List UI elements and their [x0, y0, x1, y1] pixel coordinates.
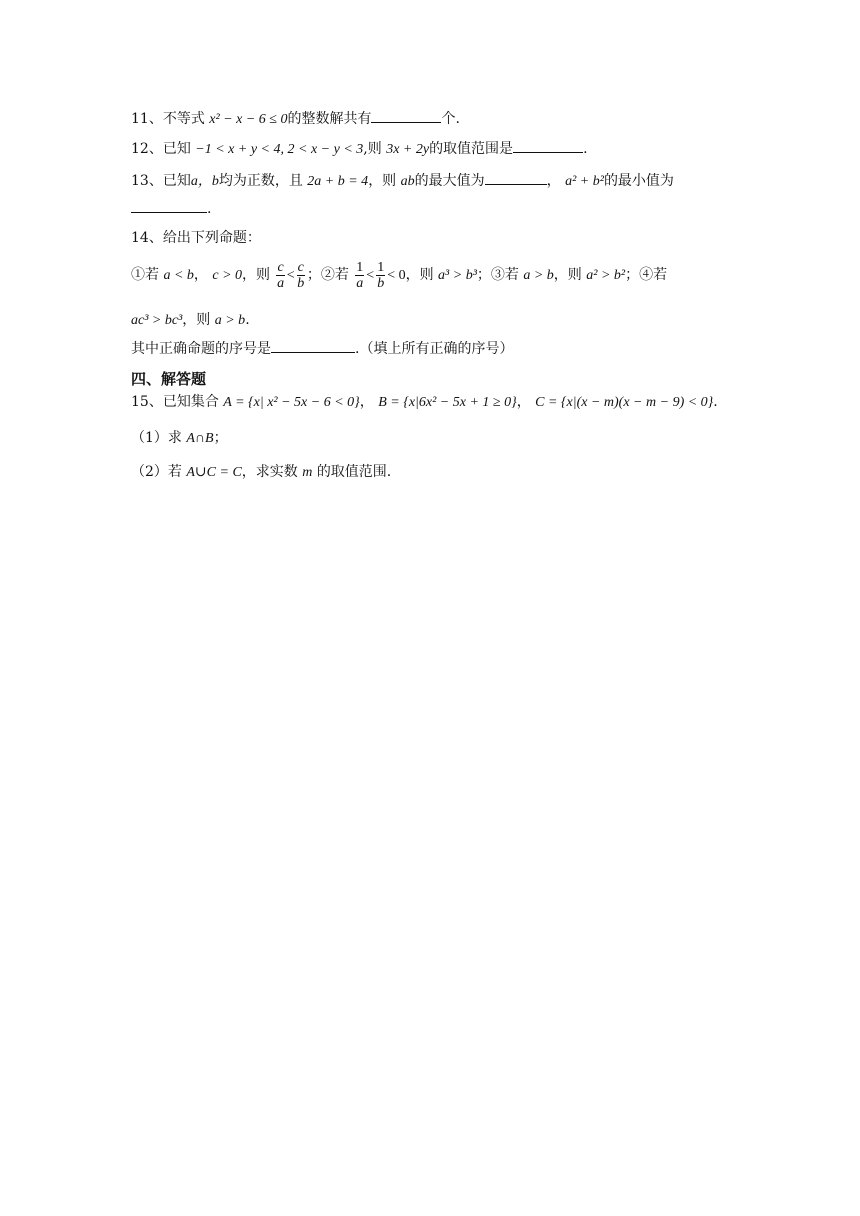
- question-number: 13、: [131, 173, 163, 189]
- answer-blank[interactable]: [131, 198, 207, 213]
- math-expression: ab: [400, 174, 415, 189]
- math-expression: a，b: [190, 174, 219, 189]
- fraction-c-over-a: [276, 260, 284, 291]
- question-14-propositions: [131, 258, 667, 293]
- question-text: ,则: [363, 141, 382, 157]
- question-text: ，则: [405, 267, 434, 283]
- question-15-part-1: [131, 428, 228, 449]
- question-text: .: [207, 201, 212, 217]
- separator: ；: [625, 267, 640, 283]
- separator: .: [713, 394, 718, 410]
- question-text: 的最大值为: [414, 173, 485, 189]
- numerator: 1: [356, 259, 364, 275]
- question-text: 的取值范围是: [429, 141, 514, 157]
- math-expression: a > b: [523, 268, 554, 283]
- math-expression: a³ > b³: [438, 268, 477, 283]
- numerator: c: [297, 259, 304, 275]
- question-text: .: [583, 141, 588, 157]
- variable-m: m: [302, 465, 313, 480]
- question-text: .（填上所有正确的序号）: [355, 341, 514, 357]
- section-heading: 四、解答题: [131, 370, 207, 388]
- question-14-answer: [131, 338, 513, 359]
- set-c-definition: C = {x|(x − m)(x − m − 9) < 0}: [535, 395, 714, 410]
- math-expression: ac³ > bc³: [131, 313, 183, 328]
- question-text: 的取值范围.: [316, 464, 392, 480]
- fraction-c-over-b: [297, 260, 305, 291]
- separator: ，: [359, 394, 374, 410]
- question-13-continued: [131, 198, 211, 219]
- answer-blank[interactable]: [513, 138, 583, 153]
- separator: ，: [516, 394, 531, 410]
- math-expression: a < b: [163, 268, 194, 283]
- question-12: [131, 138, 588, 160]
- proposition-3-label: ③若: [490, 267, 519, 283]
- separator: ；: [476, 267, 491, 283]
- math-expression: < 0: [387, 268, 406, 283]
- set-b-definition: B = {x|6x² − 5x + 1 ≥ 0}: [378, 395, 517, 410]
- math-expression: x² − x − 6 ≤ 0: [209, 112, 288, 127]
- question-15-part-2: [131, 462, 391, 483]
- question-text: 个.: [441, 111, 460, 127]
- math-expression: a > b: [214, 313, 246, 328]
- answer-blank[interactable]: [271, 338, 355, 353]
- question-number: 11、: [131, 111, 163, 127]
- question-11: [131, 108, 460, 130]
- math-expression: a² > b²: [586, 268, 626, 283]
- question-text: 均为正数，且: [218, 173, 303, 189]
- proposition-1-label: ①若: [131, 267, 159, 283]
- separator: ，: [193, 267, 208, 283]
- fraction-1-over-a: [355, 260, 364, 291]
- question-text: 已知: [162, 141, 191, 157]
- question-text: ，则: [553, 267, 582, 283]
- question-14-proposition-4: [131, 310, 250, 331]
- numerator: c: [277, 259, 284, 275]
- proposition-2-label: ②若: [320, 267, 349, 283]
- question-text: ，则: [182, 312, 211, 328]
- question-text: ，则: [368, 173, 397, 189]
- question-text: 已知: [162, 173, 191, 189]
- question-14: [131, 228, 261, 248]
- question-15: [131, 392, 718, 413]
- math-expression: A∪C = C: [186, 465, 242, 480]
- answer-blank[interactable]: [371, 108, 441, 123]
- part-label: （1）求: [131, 430, 182, 446]
- separator: ；: [213, 430, 228, 446]
- denominator: a: [277, 275, 285, 291]
- set-a-definition: A = {x| x² − 5x − 6 < 0}: [223, 395, 360, 410]
- math-expression: a² + b²: [565, 174, 604, 189]
- denominator: a: [356, 275, 364, 291]
- question-text: 的整数解共有: [287, 111, 372, 127]
- question-text: 已知集合: [162, 394, 219, 410]
- answer-blank[interactable]: [485, 170, 547, 185]
- question-text: 其中正确命题的序号是: [131, 341, 271, 357]
- question-number: 14、: [131, 230, 163, 246]
- proposition-4-label: ④若: [639, 267, 668, 283]
- question-number: 15、: [131, 394, 163, 410]
- question-number: 12、: [131, 141, 163, 157]
- less-than-sign: <: [366, 268, 375, 283]
- math-expression: −1 < x + y < 4, 2 < x − y < 3: [195, 142, 364, 157]
- part-label: （2）若: [131, 464, 182, 480]
- question-text: ，则: [242, 267, 271, 283]
- separator: .: [245, 312, 250, 328]
- math-expression: 3x + 2y: [386, 142, 430, 157]
- math-expression: A∩B: [186, 431, 214, 446]
- question-text: 不等式: [162, 111, 205, 127]
- less-than-sign: <: [286, 268, 295, 283]
- math-expression: 2a + b = 4: [307, 174, 369, 189]
- question-text: 的最小值为: [603, 173, 674, 189]
- question-text: 给出下列命题：: [162, 230, 261, 246]
- question-text: ，求实数: [241, 464, 298, 480]
- numerator: 1: [377, 259, 385, 275]
- separator: ，: [546, 173, 561, 189]
- separator: ；: [306, 267, 321, 283]
- question-13: [131, 170, 674, 192]
- denominator: b: [377, 275, 385, 291]
- fraction-1-over-b: [376, 260, 385, 291]
- denominator: b: [297, 275, 305, 291]
- math-expression: c > 0: [212, 268, 243, 283]
